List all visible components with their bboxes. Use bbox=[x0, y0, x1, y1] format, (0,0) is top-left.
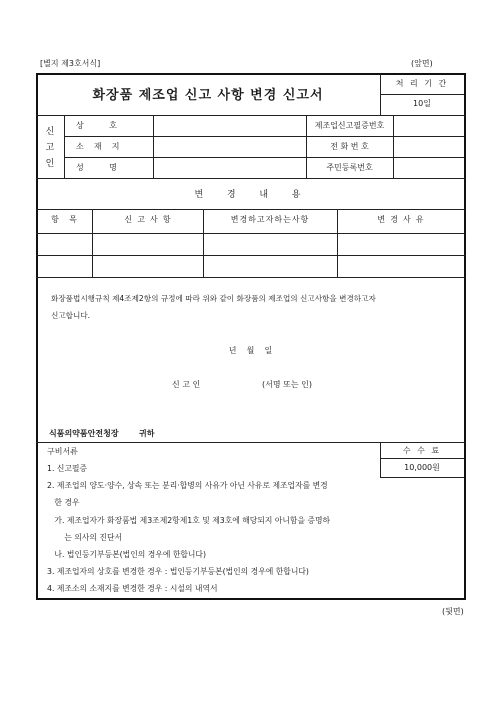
col-header-item: 항 목 bbox=[51, 215, 77, 224]
trade-name-label: 상 호 bbox=[76, 121, 117, 130]
applicant-col-2 bbox=[153, 115, 154, 178]
changes-col-2 bbox=[203, 209, 204, 277]
applicant-col-1 bbox=[64, 115, 65, 178]
applicant-row-line-1 bbox=[64, 136, 464, 137]
license-number-label: 제조업신고필증번호 bbox=[314, 121, 385, 130]
processing-mid-line bbox=[380, 94, 464, 95]
date-line: 년 월 일 bbox=[228, 346, 273, 355]
frame-right bbox=[464, 73, 466, 599]
page-side-back: (뒷면) bbox=[442, 607, 464, 616]
document-item: 가. 제조업자가 화장품법 제3조제2항제1호 및 제3호에 해당되지 아니함을 증명하 bbox=[47, 516, 331, 525]
resident-number-label: 주민등록번호 bbox=[326, 163, 373, 172]
page-side-front: (앞면) bbox=[411, 59, 433, 68]
processing-period-label: 처 리 기 간 bbox=[395, 79, 449, 88]
location-label: 소 재 지 bbox=[76, 142, 120, 151]
statement-line-2: 신고합니다. bbox=[51, 311, 91, 320]
changes-row-line bbox=[36, 255, 465, 256]
processing-period-value: 10일 bbox=[413, 99, 431, 108]
recipient-name: 식품의약품안전청장 bbox=[49, 429, 119, 438]
recipient-bottom-line bbox=[36, 442, 465, 443]
form-title: 화장품 제조업 신고 사항 변경 신고서 bbox=[92, 88, 324, 103]
col-header-reported: 신 고 사 항 bbox=[124, 215, 171, 224]
document-item: 2. 제조업의 양도·양수, 상속 또는 분리·합병의 사유가 아닌 사유로 제조업자를 변경 bbox=[47, 481, 328, 490]
frame-bottom bbox=[36, 598, 466, 600]
col-header-reason: 변 경 사 유 bbox=[377, 215, 424, 224]
changes-col-1 bbox=[92, 209, 93, 277]
document-item: 3. 제조업자의 상호를 변경한 경우 : 법인등기부등본(법인의 경우에 한합니다) bbox=[47, 567, 309, 576]
fee-label: 수 수 료 bbox=[402, 446, 442, 455]
document-item: 한 경우 bbox=[47, 498, 80, 507]
fee-mid-line bbox=[380, 458, 464, 459]
applicant-side-label-1: 신 bbox=[45, 127, 55, 137]
applicant-col-4 bbox=[393, 115, 394, 178]
applicant-row-line-2 bbox=[64, 157, 464, 158]
applicant-bottom-line bbox=[36, 178, 465, 179]
changes-header-line bbox=[36, 233, 465, 234]
documents-title: 구비서류 bbox=[47, 447, 78, 456]
document-item: 나. 법인등기부등본(법인의 경우에 한합니다) bbox=[47, 550, 207, 559]
frame-top bbox=[36, 73, 465, 75]
name-label: 성 명 bbox=[76, 163, 117, 172]
signer-note: (서명 또는 인) bbox=[262, 380, 312, 389]
signer-label: 신 고 인 bbox=[172, 380, 201, 389]
changes-title-line bbox=[36, 209, 465, 210]
document-item: 4. 제조소의 소재지를 변경한 경우 : 시설의 내역서 bbox=[47, 584, 218, 593]
changes-col-3 bbox=[337, 209, 338, 277]
title-bottom-line bbox=[36, 115, 465, 116]
changes-section-title: 변 경 내 용 bbox=[194, 190, 307, 200]
recipient-suffix: 귀하 bbox=[139, 429, 155, 438]
document-item: 는 의사의 진단서 bbox=[47, 533, 123, 542]
applicant-side-label-3: 인 bbox=[45, 159, 55, 169]
col-header-change-to: 변경하고자하는사항 bbox=[230, 215, 310, 224]
applicant-side-label-2: 고 bbox=[45, 143, 55, 153]
phone-number-label: 전 화 번 호 bbox=[330, 142, 369, 151]
fee-bottom-line bbox=[380, 477, 464, 478]
document-item: 1. 신고필증 bbox=[47, 464, 88, 473]
form-number: [별지 제3호서식] bbox=[40, 59, 101, 68]
changes-bottom-line bbox=[36, 277, 465, 278]
statement-line-1: 화장품법시행규칙 제4조제2항의 규정에 따라 위와 같이 화장품의 제조업의 신고사항을 변경하고자 bbox=[51, 294, 376, 303]
fee-value: 10,000원 bbox=[404, 463, 440, 472]
